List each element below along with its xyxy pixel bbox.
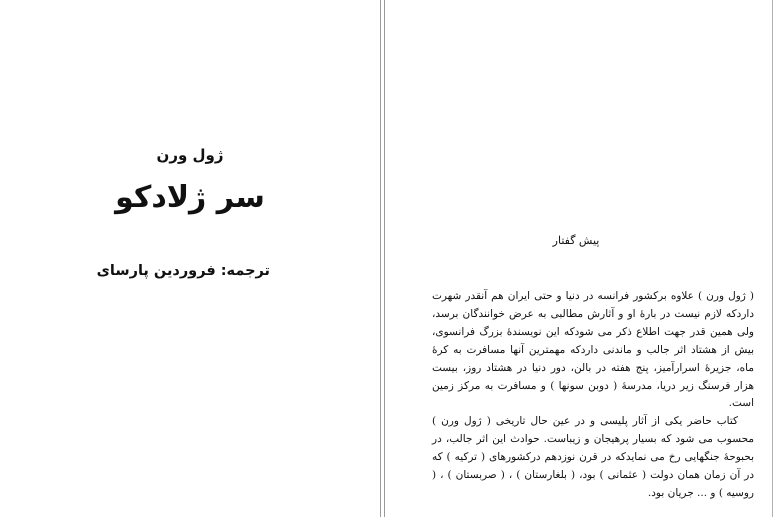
preface-heading: پیش گفتار <box>552 234 600 247</box>
preface-page <box>386 0 772 517</box>
translator-credit: ترجمه: فروردین پارسای <box>96 263 270 279</box>
page-edge <box>772 0 773 517</box>
title-page <box>0 0 380 517</box>
author-name: ژول ورن <box>156 146 224 164</box>
preface-paragraph-2: کتاب حاضر یکی از آثار پلیسی و در عین حال تاریخی ( ژول ورن ) محسوب می شود که بسیار پرهیجان و زیباست. حوادث این اثر جالب، در بحبوحهٔ جنگهایی رخ می نمایدکه در قرن نوزدهم درکشورهای ( ترکیه ) که در آن زمان همان دولت ( عثمانی ) بود، ( بلغارستان ) ، ( صربستان ) ، ( روسیه ) و ... جریان بود. <box>432 415 754 499</box>
page-divider <box>380 0 381 517</box>
page-divider-inner <box>384 0 385 517</box>
preface-body <box>432 288 754 503</box>
preface-paragraph-1: ( ژول ورن ) علاوه برکشور فرانسه در دنیا و حتی ایران هم آنقدر شهرت داردکه لازم نیست در بارهٔ او و آثارش مطالبی به عرض خوانندگان برسد، ولی همین قدر جهت اطلاع ذکر می شودکه این نویسندهٔ بزرگ فرانسوی، بیش از هشتاد اثر جالب و ماندنی داردکه مهمترین آنها مسافرت به کرهٔ ماه، جزیرهٔ اسرارآمیز، پنج هفته در بالن، دور دنیا در هشتاد روز، بیست هزار فرسنگ زیر دریا، مدرسهٔ ( دوبن سونها ) و مسافرت به مرکز زمین است. <box>432 290 754 410</box>
book-title: سر ژلادکو <box>115 180 265 215</box>
